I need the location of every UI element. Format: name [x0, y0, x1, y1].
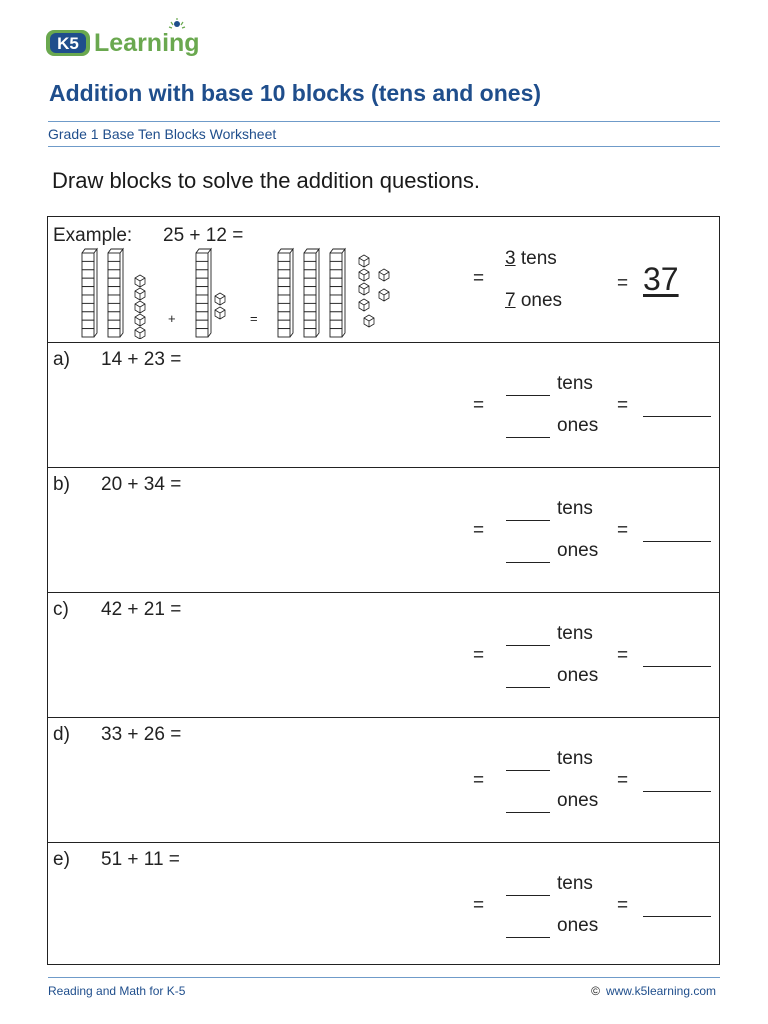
problem-expression: 14 + 23 = — [101, 349, 182, 370]
tens-answer-blank[interactable] — [506, 770, 550, 771]
logo-word-text: Learning — [94, 29, 200, 57]
example-ones-word: ones — [520, 290, 563, 311]
ones-label: ones — [557, 915, 599, 936]
tens-label: tens — [557, 873, 593, 894]
problem-label: d) — [53, 724, 70, 745]
copyright-symbol: © — [591, 984, 600, 998]
tens-label: tens — [557, 748, 593, 769]
example-answer: 37 — [643, 261, 679, 297]
example-ones — [505, 290, 562, 312]
problem-expression: 20 + 34 = — [101, 474, 182, 495]
sum-answer-blank[interactable] — [643, 541, 711, 542]
answer-equals-sign: = — [617, 520, 629, 541]
tens-answer-blank[interactable] — [506, 395, 550, 396]
problem-row-c — [48, 593, 719, 718]
problem-label: b) — [53, 474, 70, 495]
ones-answer-blank[interactable] — [506, 687, 550, 688]
ones-label: ones — [557, 540, 599, 561]
subtitle-rule — [48, 146, 720, 147]
answer-equals-sign: = — [617, 395, 629, 416]
sum-answer-blank[interactable] — [643, 916, 711, 917]
example-tens-word: tens — [520, 248, 557, 269]
example-label: Example: — [53, 225, 133, 246]
equals-sign: = — [473, 395, 485, 416]
problem-expression: 51 + 11 = — [101, 849, 180, 870]
worksheet-table — [47, 216, 720, 965]
one-cube — [379, 289, 389, 301]
footer-site — [591, 984, 716, 998]
sum-answer-blank[interactable] — [643, 666, 711, 667]
example-answer-equals: = — [617, 273, 629, 294]
one-cube — [359, 269, 369, 281]
one-cube — [135, 288, 145, 300]
problem-row-a — [48, 343, 719, 468]
tens-answer-blank[interactable] — [506, 645, 550, 646]
page-title: Addition with base 10 blocks (tens and ones) — [49, 80, 542, 106]
example-equals: = — [473, 268, 485, 289]
footer-rule — [48, 977, 720, 978]
ones-label: ones — [557, 665, 599, 686]
one-cube — [215, 293, 225, 305]
answer-equals-sign: = — [617, 770, 629, 791]
ones-label: ones — [557, 790, 599, 811]
problem-expression: 42 + 21 = — [101, 599, 182, 620]
one-cube — [359, 299, 369, 311]
footer-url[interactable]: www.k5learning.com — [605, 984, 716, 998]
tens-label: tens — [557, 498, 593, 519]
ten-rod — [330, 249, 345, 337]
tens-answer-blank[interactable] — [506, 895, 550, 896]
equals-sign: = — [473, 895, 485, 916]
ten-rod — [82, 249, 97, 337]
instructions-text: Draw blocks to solve the addition questions. — [52, 168, 481, 193]
problem-row-b — [48, 468, 719, 593]
one-cube — [359, 255, 369, 267]
answer-equals-sign: = — [617, 645, 629, 666]
example-equals-sign: = — [250, 311, 258, 326]
base-ten-blocks-illustration — [78, 245, 438, 339]
ten-rod — [196, 249, 211, 337]
problem-row-d — [48, 718, 719, 843]
ten-rod — [108, 249, 123, 337]
example-plus-sign: + — [168, 311, 176, 326]
footer-tagline: Reading and Math for K-5 — [48, 984, 186, 998]
problem-label: a) — [53, 349, 70, 370]
ten-rod — [304, 249, 319, 337]
one-cube — [215, 307, 225, 319]
ones-answer-blank[interactable] — [506, 437, 550, 438]
example-tens — [505, 248, 557, 270]
one-cube — [364, 315, 374, 327]
equals-sign: = — [473, 770, 485, 791]
one-cube — [379, 269, 389, 281]
problem-label: c) — [53, 599, 69, 620]
sum-answer-blank[interactable] — [643, 416, 711, 417]
k5-learning-logo — [44, 18, 214, 60]
example-tens-digit: 3 — [505, 248, 516, 269]
sum-answer-blank[interactable] — [643, 791, 711, 792]
one-cube — [135, 275, 145, 287]
page-subtitle: Grade 1 Base Ten Blocks Worksheet — [48, 126, 277, 142]
equals-sign: = — [473, 645, 485, 666]
example-problem: 25 + 12 = — [163, 225, 244, 246]
problem-label: e) — [53, 849, 70, 870]
ones-answer-blank[interactable] — [506, 812, 550, 813]
one-cube — [135, 301, 145, 313]
ones-answer-blank[interactable] — [506, 937, 550, 938]
ones-label: ones — [557, 415, 599, 436]
example-row — [48, 217, 719, 343]
example-ones-digit: 7 — [505, 290, 516, 311]
ten-rod — [278, 249, 293, 337]
problem-expression: 33 + 26 = — [101, 724, 182, 745]
one-cube — [359, 283, 369, 295]
logo-badge-text: K5 — [57, 34, 79, 53]
title-rule — [48, 121, 720, 122]
ones-answer-blank[interactable] — [506, 562, 550, 563]
one-cube — [135, 327, 145, 339]
tens-label: tens — [557, 373, 593, 394]
equals-sign: = — [473, 520, 485, 541]
tens-label: tens — [557, 623, 593, 644]
one-cube — [135, 314, 145, 326]
problem-row-e — [48, 843, 719, 964]
answer-equals-sign: = — [617, 895, 629, 916]
tens-answer-blank[interactable] — [506, 520, 550, 521]
